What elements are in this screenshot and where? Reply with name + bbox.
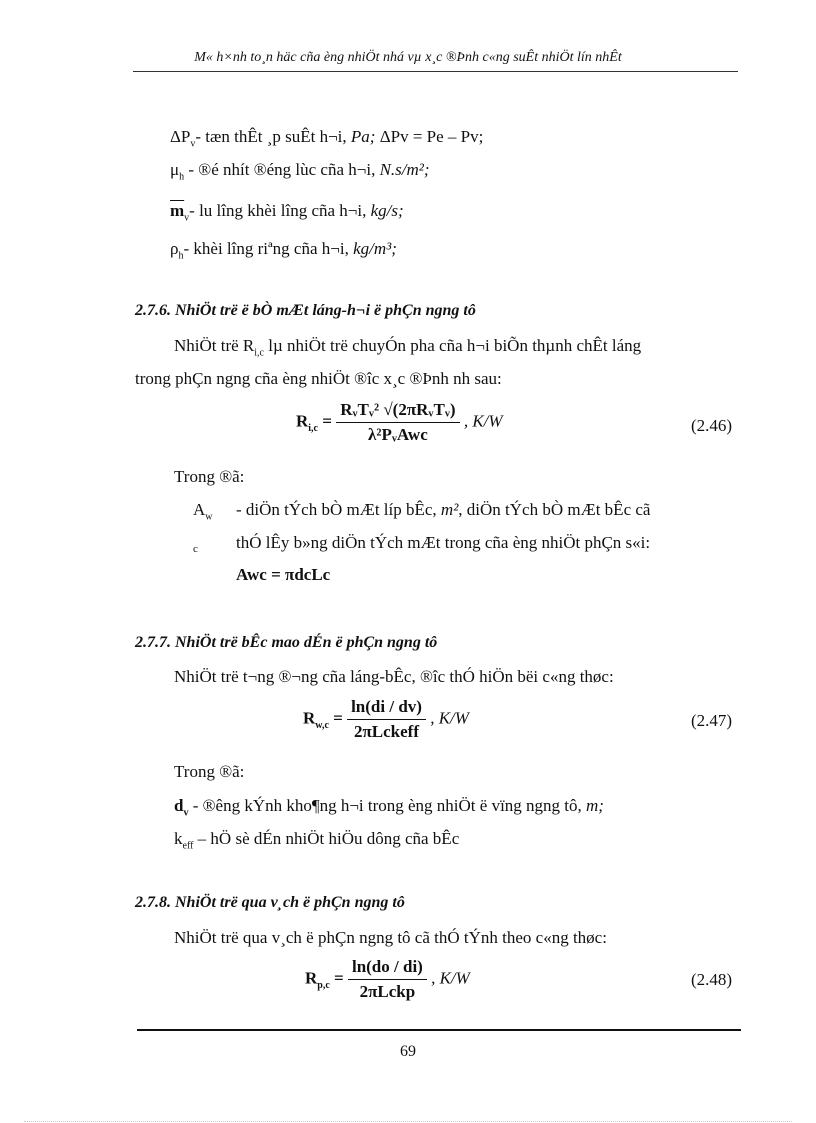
- equation-2-46: $R_{i,c}$ = $\frac{\text{RᵥTᵥ² √(2πRᵥTᵥ)}}{\text{λ²PᵥAwc}}$ , K/W: [296, 400, 503, 444]
- running-header: M« h×nh to¸n häc cña èng nhiÖt nhá vµ x¸c ®Þnh c«ng suÊt nhiÖt lín nhÊt: [194, 50, 622, 65]
- section-2-7-7-title: 2.7.7. NhiÖt trë bÊc mao dÉn ë phÇn ngng tô: [135, 634, 438, 651]
- symbol-keff: $k_{eff}$ – hÖ sè dÉn nhiÖt hiÖu dông cña bÊc: [174, 829, 460, 852]
- section-2-7-7-para-1: NhiÖt trë t¬ng ®¬ng cña láng-bÊc, ®îc thÓ hiÖn bëi c«ng thøc:: [174, 667, 614, 686]
- section-2-7-6-where: Trong ®ã:: [174, 467, 245, 486]
- equation-awc: Awc = πdcLc: [236, 565, 331, 584]
- equation-2-47-number: (2.47): [691, 711, 733, 730]
- section-2-7-6-title: 2.7.6. NhiÖt trë ë bÒ mÆt láng-h¬i ë phÇn ngng tô: [135, 302, 476, 319]
- section-2-7-8-para-1: NhiÖt trë qua v¸ch ë phÇn ngng tô cã thÓ tÝnh theo c«ng thøc:: [174, 928, 607, 947]
- header-rule: [133, 71, 738, 72]
- symbol-delta-pv: $\Delta P_v-$ tæn thÊt ¸p suÊt h¬i, Pa; ΔPv = Pe – Pv;: [170, 127, 484, 150]
- equation-2-48-number: (2.48): [691, 970, 733, 989]
- section-2-7-6-para-2: trong phÇn ngng cña èng nhiÖt ®îc x¸c ®Þnh nh sau:: [135, 369, 502, 388]
- symbol-rho: $\rho_h-$ khèi lîng riªng cña h¬i, kg/m³;: [170, 239, 397, 262]
- footer-rule: [137, 1029, 741, 1031]
- symbol-awc: $A_w$: [193, 500, 213, 523]
- section-2-7-8-title: 2.7.8. NhiÖt trë qua v¸ch ë phÇn ngng tô: [135, 894, 405, 911]
- section-2-7-7-where: Trong ®ã:: [174, 762, 245, 781]
- equation-2-48: $R_{p,c}$ = $\frac{\ln(do / di)}{\text{2πLckp}}$ , K/W: [305, 957, 470, 1001]
- symbol-mu: $\mu_h$ - ®é nhít ®éng lùc cña h¬i, N.s/m²;: [170, 160, 430, 183]
- equation-2-46-fraction: $\frac{\text{RᵥTᵥ² √(2πRᵥTᵥ)}}{\text{λ²PᵥAwc}}$: [336, 400, 459, 445]
- symbol-dv: $d_v$ - ®êng kÝnh kho¶ng h¬i trong èng nhiÖt ë vïng ngng tô, m;: [174, 796, 604, 819]
- page-bottom-dotted-rule: [24, 1121, 792, 1122]
- equation-2-47: $R_{w,c}$ = $\frac{\ln(di / dv)}{\text{2πLckeff}}$ , K/W: [303, 697, 469, 741]
- equation-2-48-fraction: $\frac{\ln(do / di)}{\text{2πLckp}}$: [348, 957, 427, 1002]
- symbol-awc-subscript: c: [193, 543, 198, 555]
- equation-2-46-number: (2.46): [691, 416, 733, 435]
- symbol-awc-desc-1: - diÖn tÝch bÒ mÆt líp bÊc, m², diÖn tÝch bÒ mÆt bÊc cã: [236, 500, 651, 519]
- section-2-7-6-para-1: NhiÖt trë $R_{i,c}$ lµ nhiÖt trë chuyÓn pha cña h¬i biÕn thµnh chÊt láng: [174, 336, 642, 359]
- symbol-mass-flow: $\overline{m}_v-$ lu lîng khèi lîng cña h¬i, kg/s;: [170, 201, 404, 224]
- page-number: 69: [400, 1043, 416, 1060]
- equation-2-47-fraction: $\frac{\ln(di / dv)}{\text{2πLckeff}}$: [347, 697, 426, 742]
- symbol-awc-desc-2: thÓ lÊy b»ng diÖn tÝch mÆt trong cña èng nhiÖt phÇn s«i:: [236, 533, 651, 552]
